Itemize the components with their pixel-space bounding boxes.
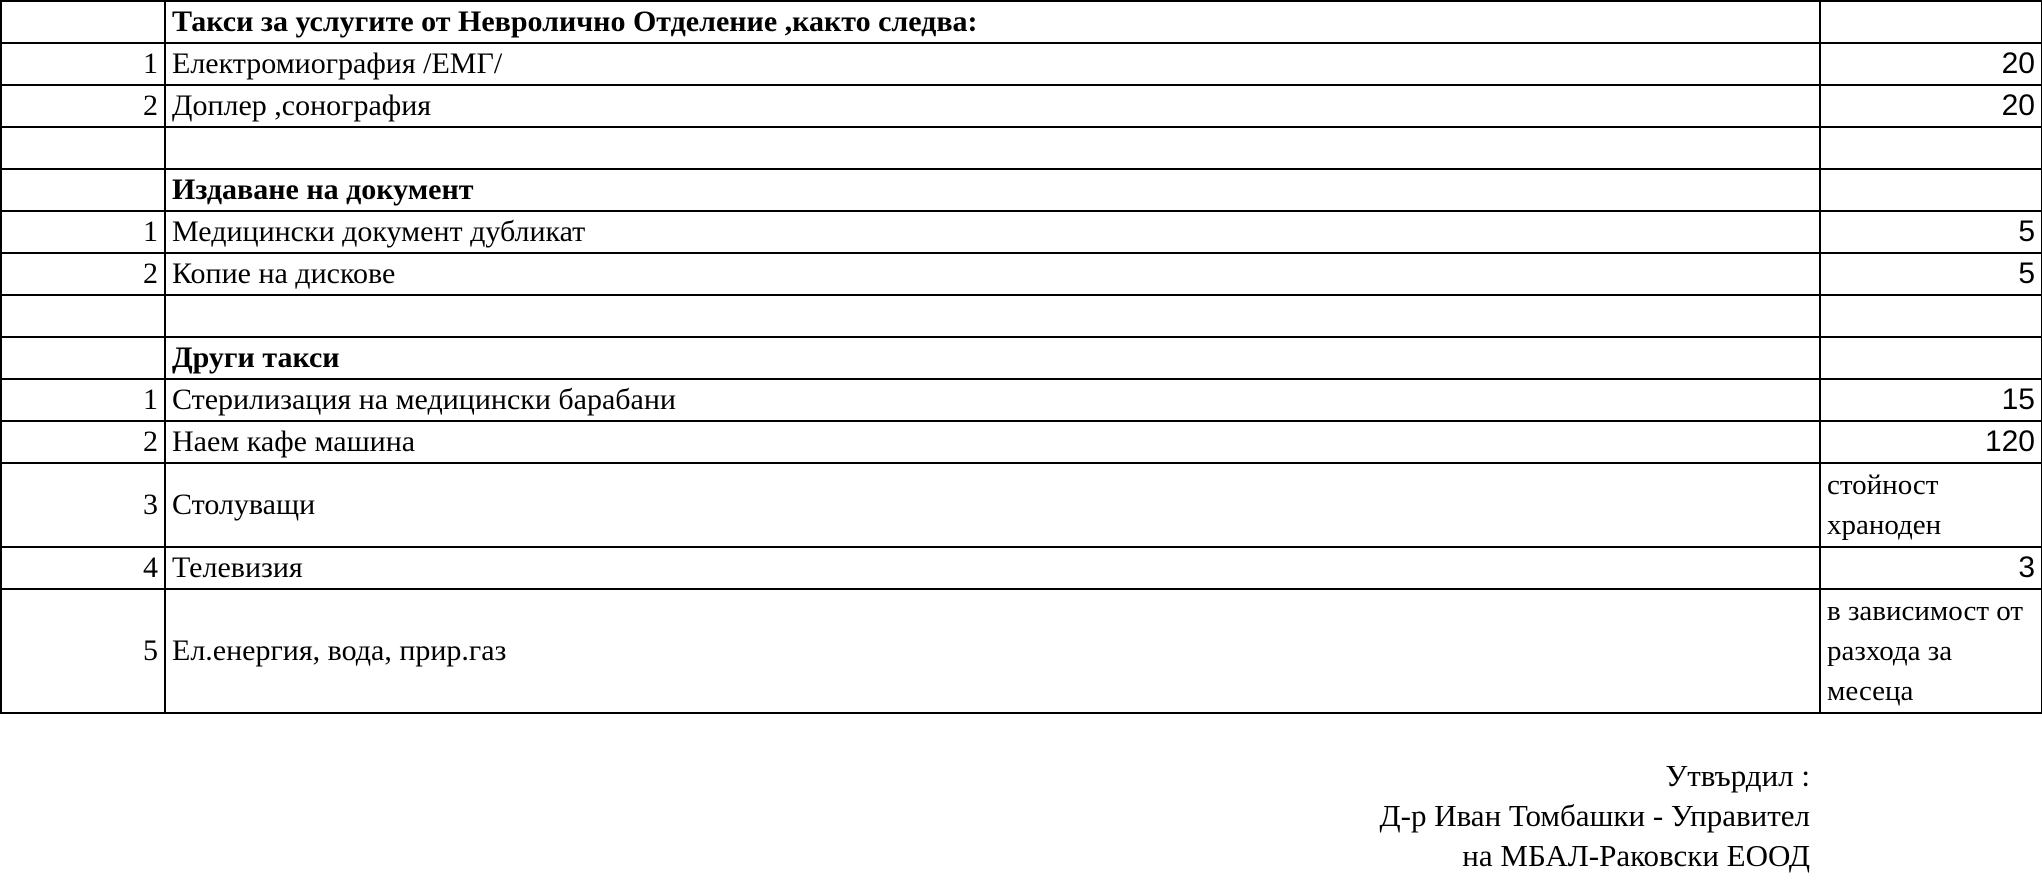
table-row	[1, 253, 2042, 295]
table-row	[1, 421, 2042, 463]
service-fee: 20	[1820, 43, 2042, 85]
table-row	[1, 379, 2042, 421]
approval-label: Утвърдил :	[1665, 758, 1810, 793]
row-number: 1	[1, 43, 165, 85]
row-number	[1, 337, 165, 379]
service-name: Копие на дискове	[165, 253, 1820, 295]
service-name: Столуващи	[165, 463, 1820, 547]
service-fee	[1820, 169, 2042, 211]
service-fee	[1820, 337, 2042, 379]
row-number: 1	[1, 379, 165, 421]
section-heading-row	[1, 169, 2042, 211]
service-fee: 5	[1820, 211, 2042, 253]
service-fee: 3	[1820, 547, 2042, 589]
section-title: Други такси	[165, 337, 1820, 379]
table-row	[1, 211, 2042, 253]
service-name: Наем кафе машина	[165, 421, 1820, 463]
service-name	[165, 295, 1820, 337]
service-name: Ел.енергия, вода, прир.газ	[165, 589, 1820, 713]
row-number	[1, 169, 165, 211]
service-fee: 15	[1820, 379, 2042, 421]
row-number	[1, 1, 165, 43]
empty-row	[1, 127, 2042, 169]
service-fee	[1820, 295, 2042, 337]
section-heading-row	[1, 337, 2042, 379]
service-fee: 120	[1820, 421, 2042, 463]
service-fee	[1820, 127, 2042, 169]
approver-organization: на МБАЛ-Раковски ЕООД	[1462, 838, 1810, 873]
section-heading-row	[1, 1, 2042, 43]
section-title: Издаване на документ	[165, 169, 1820, 211]
empty-row	[1, 295, 2042, 337]
service-fee: 5	[1820, 253, 2042, 295]
service-name: Телевизия	[165, 547, 1820, 589]
row-number	[1, 127, 165, 169]
row-number: 2	[1, 253, 165, 295]
row-number	[1, 295, 165, 337]
service-name: Медицински документ дубликат	[165, 211, 1820, 253]
row-number: 4	[1, 547, 165, 589]
service-name: Електромиография /ЕМГ/	[165, 43, 1820, 85]
service-fee: в зависимост от разхода за месеца	[1820, 589, 2042, 713]
row-number: 2	[1, 421, 165, 463]
table-row	[1, 463, 2042, 547]
section-title: Такси за услугите от Невролично Отделение ,както следва:	[165, 1, 1820, 43]
approver-name: Д-р Иван Томбашки - Управител	[1379, 798, 1810, 833]
approval-block	[1379, 756, 1810, 876]
service-fee: стойност храноден	[1820, 463, 2042, 547]
service-name	[165, 127, 1820, 169]
service-fee: 20	[1820, 85, 2042, 127]
table-row	[1, 547, 2042, 589]
row-number: 2	[1, 85, 165, 127]
table-row	[1, 85, 2042, 127]
table-row	[1, 43, 2042, 85]
service-name: Стерилизация на медицински барабани	[165, 379, 1820, 421]
service-fee	[1820, 1, 2042, 43]
row-number: 1	[1, 211, 165, 253]
service-name: Доплер ,сонография	[165, 85, 1820, 127]
row-number: 3	[1, 463, 165, 547]
fees-table-body	[1, 1, 2042, 713]
table-row	[1, 589, 2042, 713]
row-number: 5	[1, 589, 165, 713]
